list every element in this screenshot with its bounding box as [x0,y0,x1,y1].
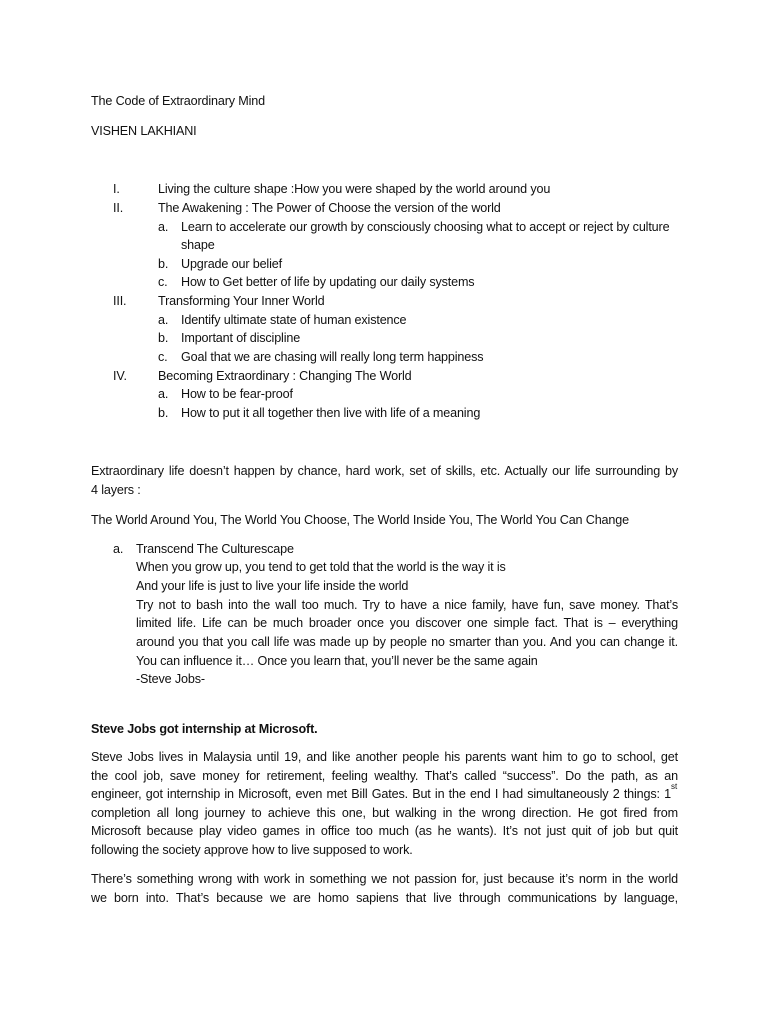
document-title: The Code of Extraordinary Mind [91,94,265,108]
quote-attribution: -Steve Jobs- [136,672,205,686]
outline-subtext: How to Get better of life by updating our daily systems [181,275,475,289]
outline-letter: b. [158,257,169,271]
outline-numeral: I. [113,182,120,196]
outline-subtext: Learn to accelerate our growth by consciously choosing what to accept or reject by culture [181,220,670,234]
transcend-letter: a. [113,542,124,556]
outline-letter: a. [158,313,169,327]
intro-paragraph-line: Extraordinary life doesn’t happen by chance, hard work, set of skills, etc. Actually our life surrounding by [91,464,678,478]
document-author: VISHEN LAKHIANI [91,124,197,138]
body-paragraph-line: we born into. That’s because we are homo sapiens that live through communications by language, [91,891,678,905]
outline-numeral: II. [113,201,124,215]
intro-paragraph-line: 4 layers : [91,483,141,497]
quote-line: When you grow up, you tend to get told that the world is the way it is [136,560,506,574]
body-paragraph-line: completion all long journey to achieve this one, but walking in the wrong direction. He got fired from [91,806,678,820]
body-paragraph-line: following the society approve how to live supposed to work. [91,843,413,857]
transcend-heading: Transcend The Culturescape [136,542,294,556]
body-paragraph-line: engineer, got internship in Microsoft, even met Bill Gates. But in the end I had simultaneously 2 things: 1 [91,787,671,801]
outline-subtext: How to put it all together then live with life of a meaning [181,406,481,420]
outline-subtext: Goal that we are chasing will really long term happiness [181,350,484,364]
outline-numeral: IV. [113,369,127,383]
outline-heading: The Awakening : The Power of Choose the version of the world [158,201,501,215]
outline-letter: c. [158,275,168,289]
superscript: st [671,782,678,791]
outline-letter: c. [158,350,168,364]
outline-heading: Living the culture shape :How you were shaped by the world around you [158,182,551,196]
outline-subtext: How to be fear-proof [181,387,293,401]
layers-line: The World Around You, The World You Choose, The World Inside You, The World You Can Change [91,513,629,527]
outline-letter: b. [158,331,169,345]
body-paragraph-line: the cool job, save money for retirement, feeling wealthy. That’s called “success”. Do the path, as an [91,769,678,783]
body-paragraph-line: Microsoft because play video games in office too much (as he wants). It’s not just quit of job but quit [91,824,678,838]
quote-line: And your life is just to live your life inside the world [136,579,409,593]
outline-subtext: shape [181,238,215,252]
outline-subtext: Important of discipline [181,331,301,345]
body-paragraph-line: There’s something wrong with work in something we not passion for, just because it’s norm in the world [91,872,678,886]
outline-heading: Transforming Your Inner World [158,294,325,308]
outline-subtext: Identify ultimate state of human existence [181,313,407,327]
outline-letter: a. [158,220,169,234]
quote-line: around you that you call life was made up by people no smarter than you. And you can change it. [136,635,678,649]
body-paragraph-line: Steve Jobs lives in Malaysia until 19, and like another people his parents want him to go to school, get [91,750,678,764]
outline-numeral: III. [113,294,127,308]
outline-heading: Becoming Extraordinary : Changing The World [158,369,412,383]
outline-letter: b. [158,406,169,420]
quote-line: Try not to bash into the wall too much. Try to have a nice family, have fun, save money. That’s [136,598,678,612]
outline-letter: a. [158,387,169,401]
outline-subtext: Upgrade our belief [181,257,282,271]
quote-line: limited life. Life can be much broader once you discover one simple fact. That is – everything [136,616,678,630]
quote-line: You can influence it… Once you learn that, you’ll never be the same again [136,654,538,668]
section-heading: Steve Jobs got internship at Microsoft. [91,722,318,736]
